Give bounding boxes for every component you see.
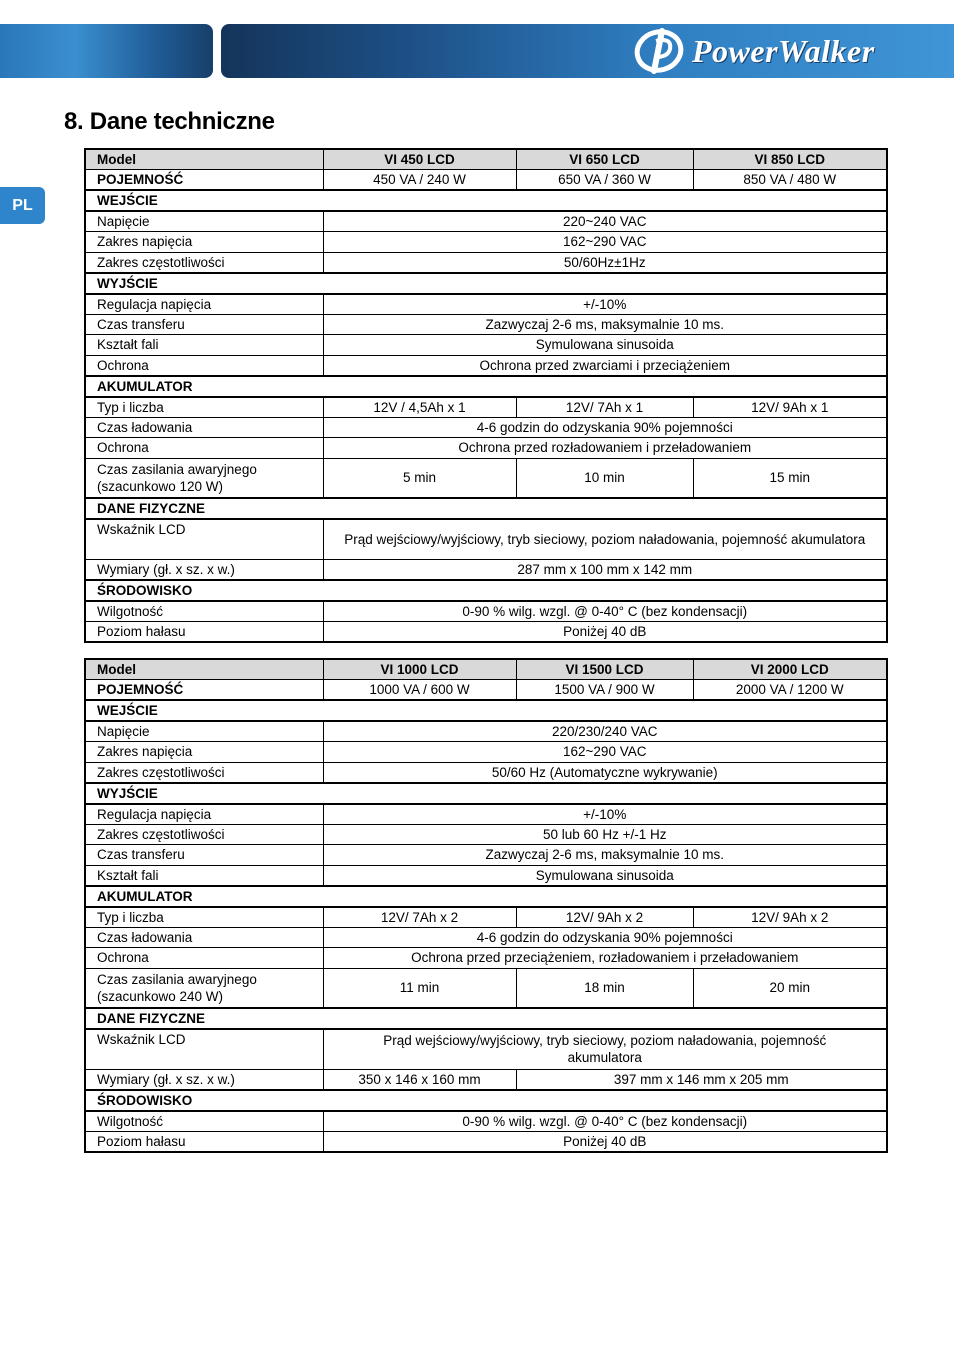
cell: Model [85, 659, 323, 680]
cell: VI 450 LCD [323, 149, 516, 170]
table-row [85, 417, 887, 438]
cell: Regulacja napięcia [85, 294, 323, 315]
section-label: WYJŚCIE [85, 273, 887, 294]
table-row [85, 170, 887, 191]
cell: Prąd wejściowy/wyjściowy, tryb sieciowy, poziom naładowania, pojemność akumulatora [323, 519, 887, 559]
cell: Ochrona przed przeciążeniem, rozładowaniem i przeładowaniem [323, 948, 887, 969]
section-row [85, 376, 887, 397]
cell: 1500 VA / 900 W [516, 680, 693, 701]
cell: Zakres napięcia [85, 232, 323, 253]
cell: Model [85, 149, 323, 170]
table-row [85, 659, 887, 680]
cell: 11 min [323, 968, 516, 1008]
cell: +/-10% [323, 294, 887, 315]
table-row [85, 845, 887, 866]
cell: 12V/ 7Ah x 1 [516, 397, 693, 418]
table-row [85, 824, 887, 845]
cell: Zakres częstotliwości [85, 762, 323, 783]
spec-table-1 [84, 148, 888, 643]
cell: Ochrona [85, 948, 323, 969]
section-row [85, 783, 887, 804]
table-row [85, 458, 887, 498]
cell: Zazwyczaj 2-6 ms, maksymalnie 10 ms. [323, 845, 887, 866]
table-row [85, 1111, 887, 1132]
section-label: AKUMULATOR [85, 376, 887, 397]
table-row [85, 601, 887, 622]
table-row [85, 314, 887, 335]
cell: VI 850 LCD [693, 149, 887, 170]
cell: 4-6 godzin do odzyskania 90% pojemności [323, 417, 887, 438]
cell: 0-90 % wilg. wzgl. @ 0-40° C (bez kondensacji) [323, 1111, 887, 1132]
cell: Zakres częstotliwości [85, 252, 323, 273]
cell: 12V / 4,5Ah x 1 [323, 397, 516, 418]
cell: Zakres napięcia [85, 742, 323, 763]
cell: Wymiary (gł. x sz. x w.) [85, 1069, 323, 1090]
cell: 450 VA / 240 W [323, 170, 516, 191]
cell: 220/230/240 VAC [323, 721, 887, 742]
cell: 4-6 godzin do odzyskania 90% pojemności [323, 927, 887, 948]
cell: Czas zasilania awaryjnego (szacunkowo 240 W) [85, 968, 323, 1008]
table-row [85, 762, 887, 783]
cell: 287 mm x 100 mm x 142 mm [323, 559, 887, 580]
cell: 20 min [693, 968, 887, 1008]
cell: 12V/ 7Ah x 2 [323, 907, 516, 928]
cell: Napięcie [85, 721, 323, 742]
cell: 850 VA / 480 W [693, 170, 887, 191]
table-row [85, 438, 887, 459]
cell: POJEMNOŚĆ [85, 170, 323, 191]
cell: 350 x 146 x 160 mm [323, 1069, 516, 1090]
cell: Prąd wejściowy/wyjściowy, tryb sieciowy, poziom naładowania, pojemność akumulatora [323, 1029, 887, 1069]
section-label: DANE FIZYCZNE [85, 498, 887, 519]
cell: Czas transferu [85, 314, 323, 335]
cell: 162~290 VAC [323, 742, 887, 763]
cell: VI 1500 LCD [516, 659, 693, 680]
cell: +/-10% [323, 804, 887, 825]
cell: 397 mm x 146 mm x 205 mm [516, 1069, 887, 1090]
cell: Ochrona [85, 438, 323, 459]
cell: 12V/ 9Ah x 2 [693, 907, 887, 928]
cell: Napięcie [85, 211, 323, 232]
table-row [85, 927, 887, 948]
cell: 50/60Hz±1Hz [323, 252, 887, 273]
section-label: ŚRODOWISKO [85, 580, 887, 601]
power-symbol-icon [632, 27, 690, 75]
cell: 12V/ 9Ah x 2 [516, 907, 693, 928]
cell: Typ i liczba [85, 907, 323, 928]
table-row [85, 907, 887, 928]
cell: VI 650 LCD [516, 149, 693, 170]
section-label: WYJŚCIE [85, 783, 887, 804]
table-row [85, 335, 887, 356]
table-row [85, 721, 887, 742]
cell: Wilgotność [85, 1111, 323, 1132]
section-row [85, 886, 887, 907]
table-row [85, 559, 887, 580]
section-row [85, 580, 887, 601]
cell: Poniżej 40 dB [323, 621, 887, 642]
cell: 50 lub 60 Hz +/-1 Hz [323, 824, 887, 845]
cell: Zakres częstotliwości [85, 824, 323, 845]
table-row [85, 519, 887, 559]
section-label: WEJŚCIE [85, 190, 887, 211]
cell: Ochrona przed zwarciami i przeciążeniem [323, 355, 887, 376]
cell: Poziom hałasu [85, 621, 323, 642]
cell: Zazwyczaj 2-6 ms, maksymalnie 10 ms. [323, 314, 887, 335]
table-row [85, 865, 887, 886]
cell: Poziom hałasu [85, 1131, 323, 1152]
cell: Typ i liczba [85, 397, 323, 418]
cell: VI 1000 LCD [323, 659, 516, 680]
cell: Ochrona [85, 355, 323, 376]
table-row [85, 294, 887, 315]
section-row [85, 1008, 887, 1029]
section-row [85, 273, 887, 294]
cell: Czas ładowania [85, 927, 323, 948]
cell: Regulacja napięcia [85, 804, 323, 825]
cell: Czas ładowania [85, 417, 323, 438]
table-row [85, 968, 887, 1008]
page-title: 8. Dane techniczne [64, 108, 275, 135]
cell: 220~240 VAC [323, 211, 887, 232]
cell: POJEMNOŚĆ [85, 680, 323, 701]
cell: Kształt fali [85, 335, 323, 356]
section-row [85, 700, 887, 721]
language-tab[interactable] [0, 187, 45, 224]
cell: 12V/ 9Ah x 1 [693, 397, 887, 418]
table-row [85, 252, 887, 273]
cell: Kształt fali [85, 865, 323, 886]
table-row [85, 1029, 887, 1069]
cell: 162~290 VAC [323, 232, 887, 253]
cell: 650 VA / 360 W [516, 170, 693, 191]
brand-logo [632, 26, 942, 76]
cell: Wskaźnik LCD [85, 519, 323, 559]
table-row [85, 1069, 887, 1090]
brand-name: PowerWalker [692, 32, 875, 69]
section-row [85, 190, 887, 211]
cell: 15 min [693, 458, 887, 498]
table-row [85, 355, 887, 376]
cell: Poniżej 40 dB [323, 1131, 887, 1152]
table-row [85, 149, 887, 170]
cell: 5 min [323, 458, 516, 498]
table-row [85, 397, 887, 418]
cell: Wymiary (gł. x sz. x w.) [85, 559, 323, 580]
cell: Symulowana sinusoida [323, 335, 887, 356]
language-tab-label: PL [12, 196, 33, 214]
table-row [85, 1131, 887, 1152]
cell: 50/60 Hz (Automatyczne wykrywanie) [323, 762, 887, 783]
cell: Symulowana sinusoida [323, 865, 887, 886]
cell: 0-90 % wilg. wzgl. @ 0-40° C (bez kondensacji) [323, 601, 887, 622]
cell: Ochrona przed rozładowaniem i przeładowaniem [323, 438, 887, 459]
section-label: ŚRODOWISKO [85, 1090, 887, 1111]
cell: VI 2000 LCD [693, 659, 887, 680]
cell: Czas zasilania awaryjnego (szacunkowo 120 W) [85, 458, 323, 498]
table-row [85, 211, 887, 232]
section-row [85, 1090, 887, 1111]
table-row [85, 680, 887, 701]
spec-table-2 [84, 658, 888, 1153]
cell: Wskaźnik LCD [85, 1029, 323, 1069]
table-row [85, 804, 887, 825]
cell: Wilgotność [85, 601, 323, 622]
header-band-left [0, 24, 213, 78]
cell: 18 min [516, 968, 693, 1008]
section-label: WEJŚCIE [85, 700, 887, 721]
cell: 1000 VA / 600 W [323, 680, 516, 701]
table-row [85, 621, 887, 642]
table-row [85, 232, 887, 253]
cell: 10 min [516, 458, 693, 498]
section-label: AKUMULATOR [85, 886, 887, 907]
table-row [85, 742, 887, 763]
cell: Czas transferu [85, 845, 323, 866]
section-row [85, 498, 887, 519]
table-row [85, 948, 887, 969]
cell: 2000 VA / 1200 W [693, 680, 887, 701]
section-label: DANE FIZYCZNE [85, 1008, 887, 1029]
